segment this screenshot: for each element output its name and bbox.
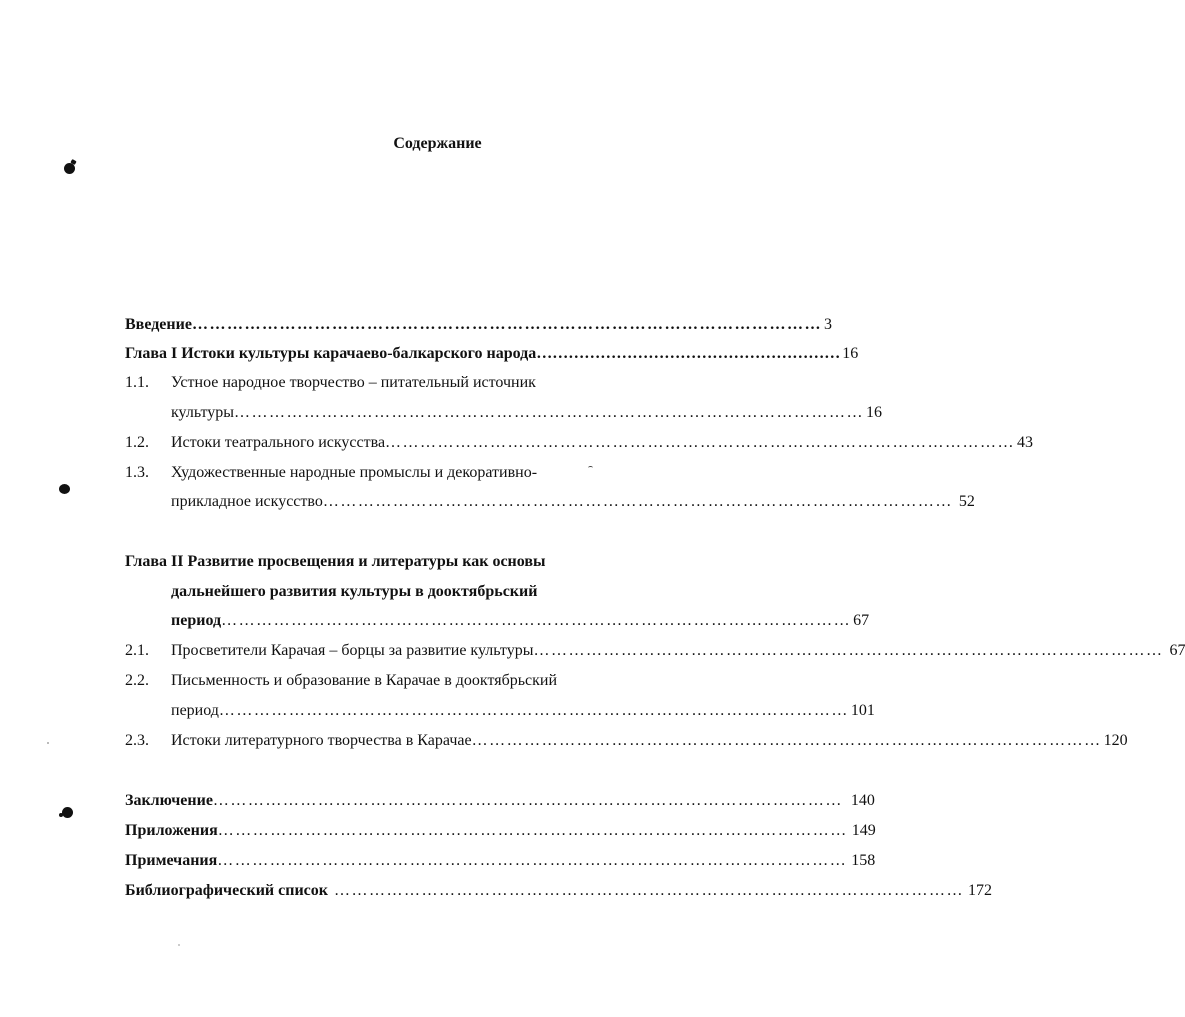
toc-entry-label: Глава II Развитие просвещения и литературы как основы: [125, 553, 546, 570]
toc-page-number: 43: [1017, 434, 1034, 451]
toc-leader-dots: ………………………………………………………………………………………………: [333, 882, 964, 899]
toc-entry-conclusion: [125, 790, 875, 812]
toc-page-number: 149: [851, 822, 876, 839]
toc-entry-section-2-1: [171, 640, 1185, 662]
toc-entry-section-1-2: [171, 432, 1034, 454]
toc-entry-bibliography: [125, 880, 992, 902]
toc-entry-chapter-2: [171, 610, 870, 632]
toc-entry-label: Приложения: [125, 822, 218, 839]
toc-section-number: 2.3.: [125, 732, 149, 749]
ink-blot-mark: [58, 805, 76, 821]
toc-page-number: 172: [967, 882, 992, 899]
toc-entry-label: Глава I Истоки культуры карачаево-балкарского народа: [125, 345, 537, 362]
toc-section-number: 1.2.: [125, 434, 149, 451]
ink-blot-mark: [58, 482, 72, 496]
toc-leader-dots: ………………………………………………………………………………………………: [471, 732, 1102, 749]
toc-entry-label: Художественные народные промыслы и декоративно-: [171, 464, 538, 481]
toc-entry-appendices: [125, 820, 876, 842]
toc-section-number: 2.2.: [125, 672, 149, 689]
toc-entry-label: Введение: [125, 316, 192, 333]
toc-page-number: 52: [958, 493, 975, 510]
toc-page-number: 16: [866, 404, 883, 421]
toc-page-number: 67: [853, 612, 870, 629]
toc-page-number: 158: [851, 852, 876, 869]
toc-page-number: 140: [850, 792, 875, 809]
toc-entry-label: прикладное искусство: [171, 493, 323, 510]
toc-leader-dots: ………………………………………………………………………………………………: [533, 642, 1164, 659]
ink-blot-mark: [62, 160, 78, 176]
scan-speck: [47, 742, 49, 744]
toc-entry-label: Истоки литературного творчества в Карачае: [171, 732, 472, 749]
toc-page-number: 3: [823, 316, 832, 333]
toc-leader-dots: ………………………………………………………………………………………………: [191, 316, 822, 333]
toc-leader-dots: ………………………………………………………………………………………………: [322, 493, 953, 510]
toc-entry-section-2-3: [171, 730, 1128, 752]
toc-leader-dots: ………………………………………………………………………………………………: [218, 702, 849, 719]
toc-entry-label: культуры: [171, 404, 235, 421]
toc-section-number: 1.1.: [125, 374, 149, 391]
toc-leader-dots: …………………………………………………: [536, 345, 841, 362]
toc-entry-section-1-1: [171, 402, 883, 424]
toc-entry-label: Заключение: [125, 792, 213, 809]
toc-entry-label: Истоки театрального искусства: [171, 434, 386, 451]
toc-leader-dots: ………………………………………………………………………………………………: [385, 434, 1016, 451]
toc-entry-label: дальнейшего развития культуры в дооктябрьский: [171, 583, 538, 600]
toc-entry-chapter-1: [125, 343, 859, 365]
toc-page-number: 67: [1169, 642, 1185, 659]
toc-leader-dots: ………………………………………………………………………………………………: [221, 612, 852, 629]
toc-entry-label: Устное народное творчество – питательный источник: [171, 374, 536, 391]
toc-entry-label: период: [171, 702, 219, 719]
toc-page-number: 101: [850, 702, 875, 719]
toc-entry-label: Письменность и образование в Карачае в дооктябрьский: [171, 672, 558, 689]
toc-entry-label: Примечания: [125, 852, 218, 869]
toc-leader-dots: ………………………………………………………………………………………………: [217, 822, 848, 839]
scan-speck: [178, 944, 180, 946]
page-title: Содержание: [393, 135, 482, 152]
toc-entry-notes: [125, 850, 876, 872]
scan-speck: [588, 466, 593, 470]
toc-entry-intro: [125, 314, 832, 336]
toc-entry-label: период: [171, 612, 222, 629]
toc-page-number: 16: [842, 345, 859, 362]
toc-entry-label: Библиографический список: [125, 882, 328, 899]
toc-page-number: 120: [1103, 732, 1128, 749]
toc-section-number: 2.1.: [125, 642, 149, 659]
toc-leader-dots: ………………………………………………………………………………………………: [217, 852, 848, 869]
toc-entry-section-1-3: [171, 491, 975, 513]
toc-entry-label: Просветители Карачая – борцы за развитие культуры: [171, 642, 534, 659]
toc-section-number: 1.3.: [125, 464, 149, 481]
toc-leader-dots: ………………………………………………………………………………………………: [234, 404, 865, 421]
toc-entry-section-2-2: [171, 700, 875, 722]
toc-leader-dots: ………………………………………………………………………………………………: [212, 792, 843, 809]
